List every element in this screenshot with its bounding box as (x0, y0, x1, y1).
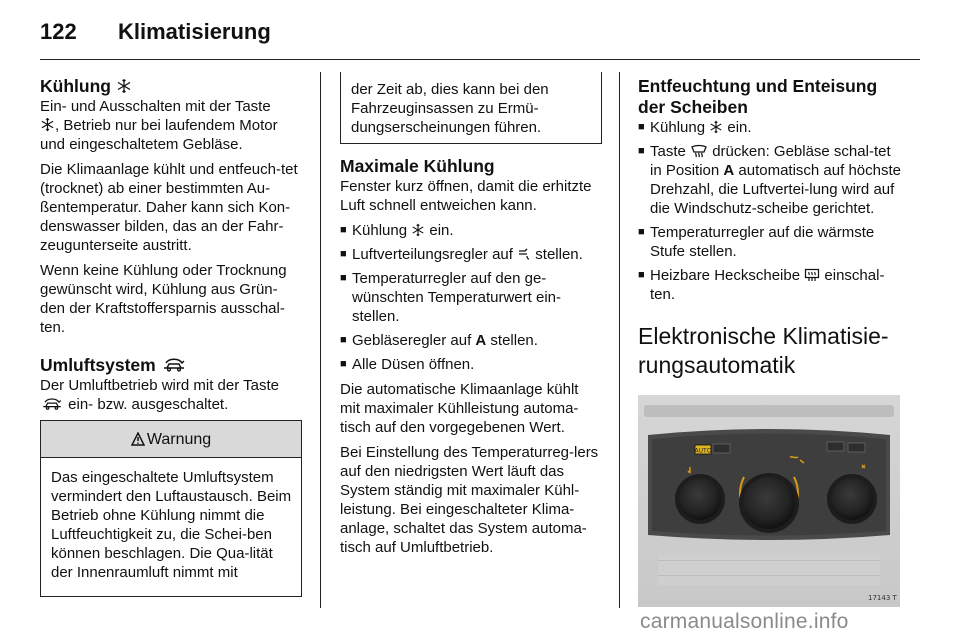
cooling-line-2: , Betrieb nur bei laufendem Motor und eingeschaltetem Gebläse. (40, 117, 278, 153)
recirc-paragraph (40, 376, 302, 414)
defog-heading: Entfeuchtung und Enteisung der Scheiben (638, 76, 878, 117)
list-item-text: automatisch auf höchste Drehzahl, die Luftvertei-lung wird auf die Windschutz-scheibe gerichtet. (650, 162, 901, 217)
cooling-heading (40, 76, 302, 97)
warning-text: Das eingeschaltete Umluftsystem vermindert den Luftaustausch. Beim Betrieb ohne Kühlung nimmt die Luftfeuchtigkeit zu, die Schei-ben können beschlagen. Die Qua-lität der Innenraumluft nimmt mit (51, 469, 292, 581)
cooling-paragraph-3: Wenn keine Kühlung oder Trocknung gewünscht wird, Kühlung aus Grün-den der Kraftstoffersparnis ausschal-ten. (40, 262, 287, 336)
warning-title: Warnung (146, 430, 212, 448)
list-item-text: Luftverteilungsregler auf (352, 246, 518, 263)
list-item (340, 245, 602, 264)
warning-header (41, 421, 301, 458)
rear-window-heater-icon (804, 268, 820, 282)
max-cooling-heading: Maximale Kühlung (340, 156, 495, 176)
list-item-text: Kühlung (650, 119, 710, 136)
list-item-bold: A (475, 332, 487, 349)
ecc-heading: Elektronische Klimatisie-rungsautomatik (638, 323, 889, 378)
list-item (340, 269, 602, 326)
list-item-text: drücken: Gebläse schal-tet in Position (650, 143, 891, 179)
bullet: ■ (340, 334, 347, 346)
windshield-defrost-icon (690, 144, 708, 158)
bullet: ■ (638, 145, 645, 157)
list-item (340, 331, 602, 350)
middle-column (340, 76, 602, 563)
recirculation-car-icon (161, 357, 187, 373)
recirc-line-2: ein- bzw. ausgeschaltet. (64, 396, 229, 413)
list-item (638, 118, 902, 137)
recirculation-car-icon (40, 397, 64, 411)
cooling-paragraph-2: Die Klimaanlage kühlt und entfeuch-tet (trocknet) ab einer bestimmten Au-ßentemperatur. Daher kann sich Kon-denswasser bilden, das an der Fahr-zeugunterseite austritt. (40, 161, 298, 254)
column-divider-2 (619, 72, 620, 608)
recirc-heading (40, 355, 302, 376)
bullet: ■ (340, 248, 347, 260)
snowflake-icon (40, 117, 55, 132)
max-cooling-list (340, 221, 602, 374)
bullet: ■ (638, 226, 645, 238)
max-cooling-paragraph-1: Die automatische Klimaanlage kühlt mit maximaler Kühlleistung automa-tisch auf den vorgegebenen Wert. (340, 381, 579, 436)
column-divider-1 (320, 72, 321, 608)
list-item (340, 221, 602, 240)
bullet: ■ (340, 224, 347, 236)
climate-control-photo (638, 395, 900, 607)
list-item (340, 355, 602, 374)
cooling-heading-text: Kühlung (40, 76, 111, 96)
list-item-text: Temperaturregler auf den ge-wünschten Temperaturwert ein-stellen. (352, 270, 561, 325)
page-header-title: Klimatisierung (118, 19, 271, 44)
warning-box (40, 420, 302, 597)
list-item-text: Temperaturregler auf die wärmste Stufe stellen. (650, 224, 875, 260)
list-item (638, 223, 902, 261)
max-cooling-paragraph-2: Bei Einstellung des Temperaturreg-lers auf den niedrigsten Wert läuft das System ständig mit maximaler Kühl-leistung. Bei eingeschalteter Klima-anlage, schaltet das System automa-tisch auf Umluftbetrieb. (340, 444, 599, 556)
bullet: ■ (638, 121, 645, 133)
warning-triangle-icon (131, 432, 145, 446)
bullet: ■ (340, 358, 347, 370)
watermark: carmanualsonline.info (640, 610, 849, 633)
defog-list (638, 118, 902, 304)
air-distribution-face-icon (517, 247, 531, 261)
snowflake-icon (709, 120, 723, 134)
cooling-paragraph-1 (40, 97, 302, 154)
auto-button-label: AUTO (694, 447, 712, 455)
list-item-text: Taste (650, 143, 691, 160)
recirc-line-1: Der Umluftbetrieb wird mit der Taste (40, 377, 279, 394)
list-item (638, 142, 902, 218)
snowflake-icon (116, 78, 132, 94)
list-item-text: Heizbare Heckscheibe (650, 267, 805, 284)
list-item (638, 266, 902, 304)
max-cooling-intro: Fenster kurz öffnen, damit die erhitzte Luft schnell entweichen kann. (340, 178, 592, 214)
page-number: 122 (40, 19, 77, 44)
recirc-heading-text: Umluftsystem (40, 355, 156, 375)
list-item-bold: A (723, 162, 735, 179)
list-item-text: stellen. (531, 246, 583, 263)
list-item-text: stellen. (486, 332, 538, 349)
list-item-text: Gebläseregler auf (352, 332, 476, 349)
header-rule (40, 59, 920, 60)
list-item-text: Alle Düsen öffnen. (352, 356, 475, 373)
list-item-text: Kühlung (352, 222, 412, 239)
bullet: ■ (638, 269, 645, 281)
list-item-text: ein. (425, 222, 454, 239)
left-column (40, 76, 302, 597)
bullet: ■ (340, 272, 347, 284)
list-item-text: ein. (723, 119, 752, 136)
warning-continuation: der Zeit ab, dies kann bei den Fahrzeuginsassen zu Ermü-dungserscheinungen führen. (340, 72, 602, 144)
snowflake-icon (411, 223, 425, 237)
figure-number: 17143 T (868, 594, 897, 602)
cooling-line-1: Ein- und Ausschalten mit der Taste (40, 98, 271, 115)
right-column (638, 76, 902, 380)
list-item-text: einschal-ten. (650, 267, 885, 303)
